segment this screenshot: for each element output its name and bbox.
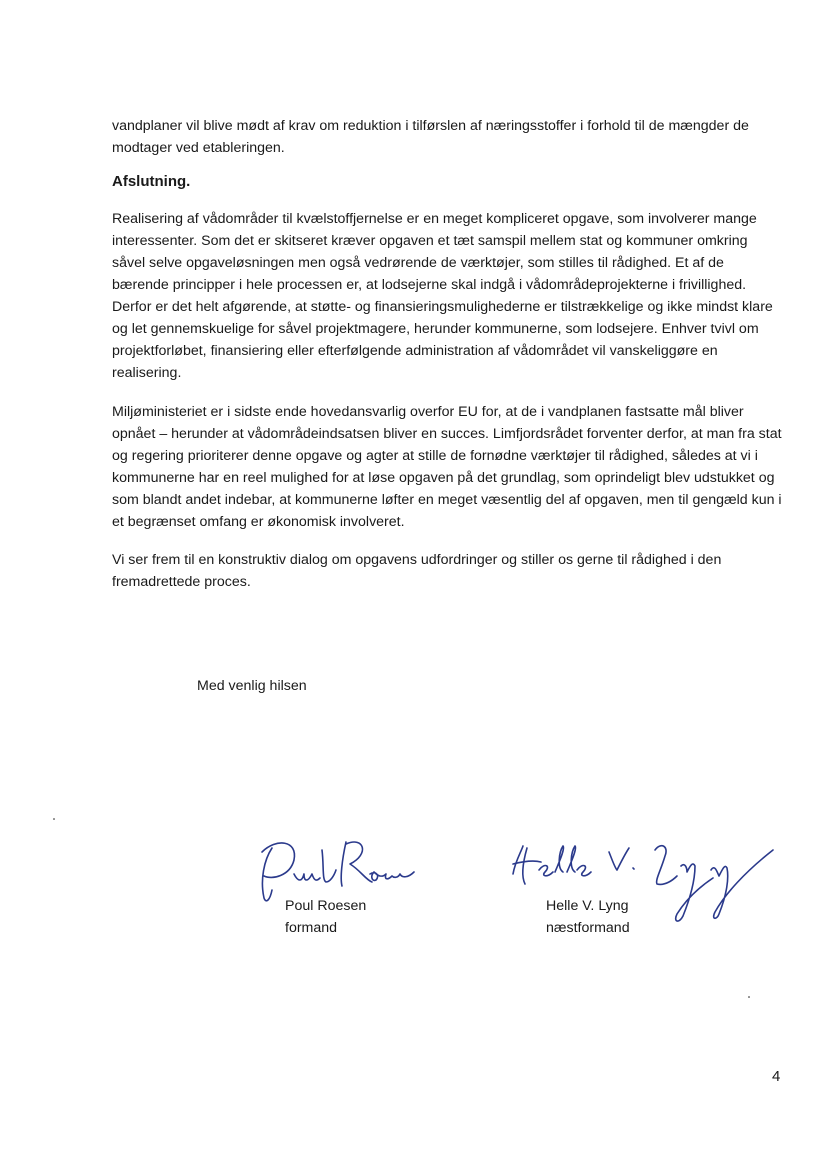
page-number: 4: [772, 1068, 781, 1085]
scan-speck: [53, 818, 55, 820]
section-heading: Afslutning.: [112, 173, 191, 190]
signatory-2-name: Helle V. Lyng: [546, 898, 629, 914]
signatory-1-title: formand: [285, 920, 338, 936]
paragraph-intro-continuation: vandplaner vil blive mødt af krav om reduktion i tilførslen af næringsstoffer i forhold til de mængder de modtager ved etableringen.: [112, 118, 749, 156]
closing-salutation: Med venlig hilsen: [197, 678, 307, 694]
scan-speck: [748, 996, 750, 998]
signatory-1-name: Poul Roesen: [285, 898, 367, 914]
signatory-2-title: næstformand: [546, 920, 630, 936]
paragraph-3: Vi ser frem til en konstruktiv dialog om opgavens udfordringer og stiller os gerne til rådighed i den fremadrettede proces.: [112, 552, 722, 590]
paragraph-1: Realisering af vådområder til kvælstoffjernelse er en meget kompliceret opgave, som involverer mange interessenter. Som det er skitseret kræver opgaven et tæt samspil mellem stat og kommuner omkring såvel selve opgaveløsningen men også vedrørende de værktøjer, som stilles til rådighed. Et af de bærende principper i hele processen er, at lodsejerne skal indgå i vådområdeprojekterne i frivillighed. Derfor er det helt afgørende, at støtte- og finansieringsmulighederne er tilstrækkelige og ikke mindst klare og let gennemskuelige for såvel projektmagere, herunder kommunerne, som lodsejere. Enhver tvivl om projektforløbet, finansiering eller efterfølgende administration af vådområdet vil vanskeliggøre en realisering.: [112, 211, 773, 381]
paragraph-2: Miljøministeriet er i sidste ende hovedansvarlig overfor EU for, at de i vandplanen fastsatte mål bliver opnået – herunder at vådområdeindsatsen bliver en succes. Limfjordsrådet forventer derfor, at man fra stat og regering prioriterer denne opgave og agter at stille de fornødne værktøjer til rådighed, således at vi i kommunerne har en reel mulighed for at løse opgaven på det grundlag, som oprindeligt blev udstukket og som blandt andet indebar, at kommunerne løfter en meget væsentlig del af opgaven, men til gengæld kun i et begrænset omfang er økonomisk involveret.: [112, 404, 782, 530]
